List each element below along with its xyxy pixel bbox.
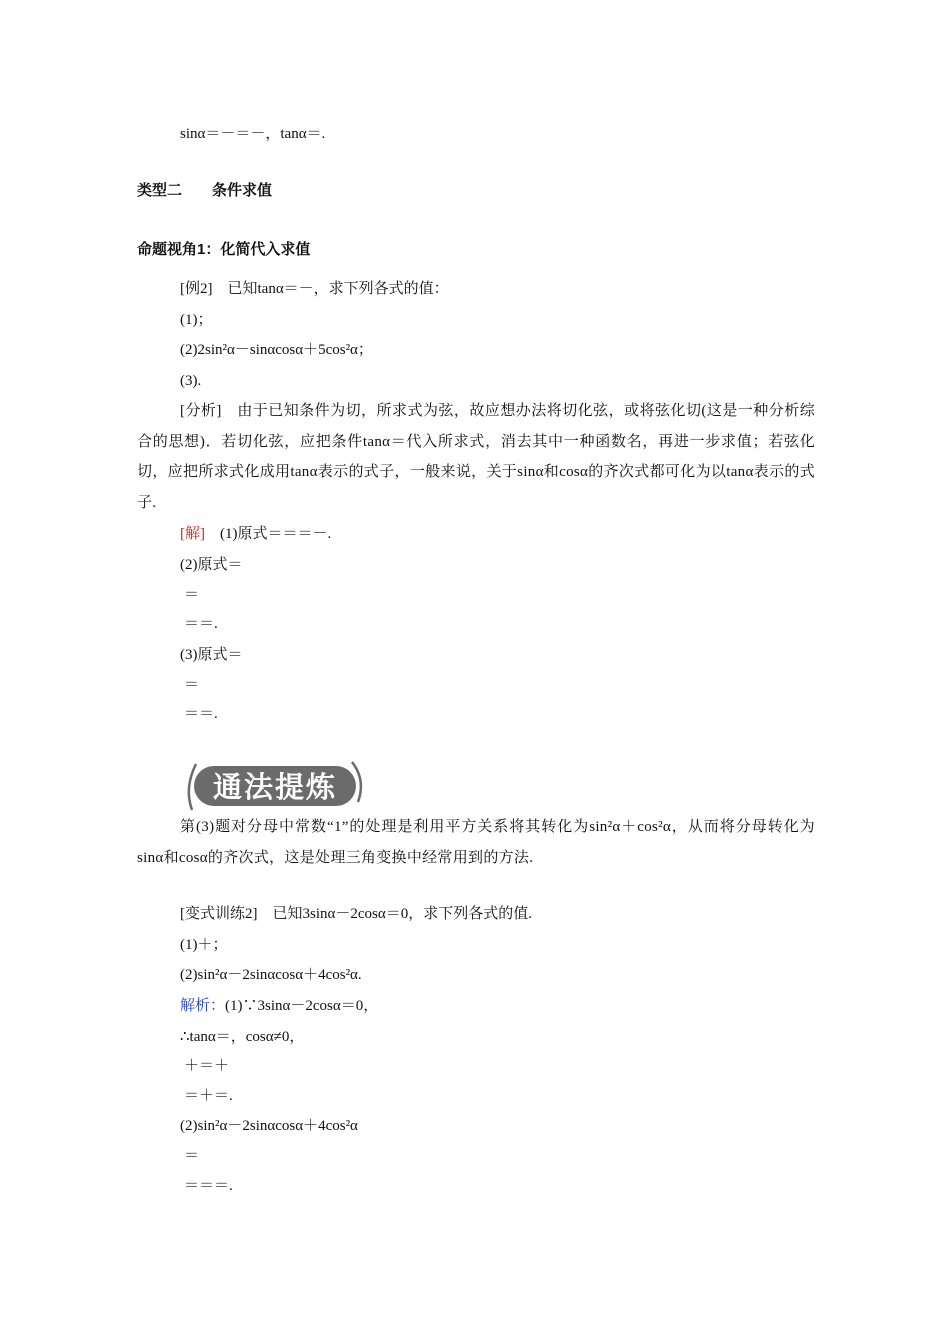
subsection-heading-view1: 命题视角1：化简代入求值 <box>137 241 311 258</box>
badge-text: 通法提炼 <box>212 770 338 804</box>
solution-1-text: (1)原式＝＝＝－. <box>205 526 332 542</box>
analysis-line-4: ＝＋＝. <box>184 1088 233 1104</box>
analysis-paragraph <box>137 396 815 518</box>
question-2: (2)2sin²α－sinαcosα＋5cos²α； <box>180 342 373 358</box>
solution-2c: ＝＝. <box>184 616 218 632</box>
solution-3b: ＝ <box>184 677 200 693</box>
variant-question-2: (2)sin²α－2sinαcosα＋4cos²α. <box>180 967 362 983</box>
analysis-text: 由于已知条件为切，所求式为弦，故应想办法将切化弦，或将弦化切(这是一种分析综合的思想)．若切化弦，应把条件tanα＝代入所求式，消去其中一种函数名，再进一步求值；若弦化切，应把所求式化成用tanα表示的式子，一般来说，关于sinα和cosα的齐次式都可化为以tanα表示的式子. <box>137 403 815 511</box>
variant-training-2-statement: [变式训练2] 已知3sinα－2cosα＝0，求下列各式的值. <box>180 906 532 922</box>
question-1: (1)； <box>180 312 213 328</box>
analysis-line-1 <box>180 996 378 1016</box>
analysis-label: 解析： <box>180 998 226 1014</box>
top-result-line: sinα＝－＝－，tanα＝. <box>180 126 326 142</box>
analysis-line-2: ∴tanα＝，cosα≠0， <box>180 1029 305 1045</box>
badge-shape-icon <box>182 758 366 814</box>
solution-3c: ＝＝. <box>184 706 218 722</box>
variant-question-1: (1)＋； <box>180 937 228 953</box>
solution-2b: ＝ <box>184 587 200 603</box>
example-2-statement: [例2] 已知tanα＝－，求下列各式的值： <box>180 281 449 297</box>
solution-2a: (2)原式＝ <box>180 557 243 573</box>
method-summary-badge <box>182 758 366 814</box>
section-heading-type2: 类型二 条件求值 <box>137 182 273 199</box>
analysis-line-5: (2)sin²α－2sinαcosα＋4cos²α <box>180 1118 358 1134</box>
analysis-tag: [分析] <box>180 403 222 419</box>
analysis-line-3: ＋＝＋ <box>184 1058 230 1074</box>
solution-line-1 <box>180 524 331 544</box>
analysis-line-6: ＝ <box>184 1148 200 1164</box>
method-summary-paragraph: 第(3)题对分母中常数“1”的处理是利用平方关系将其转化为sin²α＋cos²α，从而将分母转化为sinα和cosα的齐次式，这是处理三角变换中经常用到的方法. <box>137 819 815 866</box>
question-3: (3). <box>180 373 202 389</box>
analysis-line-7: ＝＝＝. <box>184 1178 233 1194</box>
analysis-1-text: (1)∵3sinα－2cosα＝0， <box>225 998 379 1014</box>
solution-3a: (3)原式＝ <box>180 647 243 663</box>
solution-tag: [解] <box>180 526 205 542</box>
